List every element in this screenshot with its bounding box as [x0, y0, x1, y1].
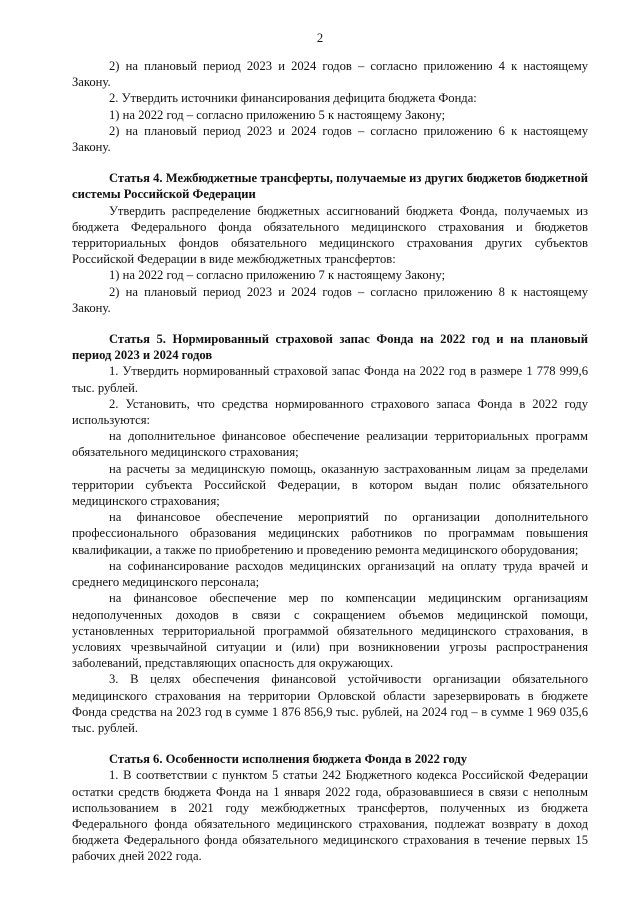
paragraph: на расчеты за медицинскую помощь, оказанную застрахованным лицам за пределами территории субъекта Российской Федерации, в котором выдан полис обязательного медицинского страхования; [72, 461, 588, 509]
paragraph: 1) на 2022 год – согласно приложению 5 к настоящему Закону; [109, 107, 446, 122]
paragraph: 2) на плановый период 2023 и 2024 годов – согласно приложению 8 к настоящему Закону. [72, 284, 588, 315]
article-heading: Статья 6. Особенности исполнения бюджета Фонда в 2022 году [109, 752, 468, 767]
section-gap [72, 316, 588, 331]
paragraph: на софинансирование расходов медицинских организаций на оплату труда врачей и среднего медицинского персонала; [72, 558, 588, 590]
article-heading: Статья 5. Нормированный страховой запас Фонда на 2022 год и на плановый период 2023 и 2024 годов [72, 332, 588, 363]
document-body [72, 58, 588, 865]
paragraph: 1. В соответствии с пунктом 5 статьи 242 Бюджетного кодекса Российской Федерации остатки средств бюджета Фонда на 1 января 2022 года, образовавшиеся в связи с неполным использованием в 2021 году межбюджетных трансфертов, полученных из бюджета Федерального фонда обязательного медицинского страхования, подлежат возврату в доход бюджета Федерального фонда обязательного медицинского страхования в течение первых 15 рабочих дней 2022 года. [72, 768, 588, 864]
paragraph: 1) на 2022 год – согласно приложению 7 к настоящему Закону; [109, 268, 446, 283]
paragraph: 1. Утвердить нормированный страховой запас Фонда на 2022 год в размере 1 778 999,6 тыс. рублей. [72, 364, 588, 395]
paragraph: 2. Установить, что средства нормированного страхового запаса Фонда в 2022 году используются: [72, 396, 588, 428]
paragraph: 3. В целях обеспечения финансовой устойчивости организации обязательного медицинского страхования на территории Орловской области зарезервировать в бюджете Фонда средства на 2023 год в сумме 1 876 856,9 тыс. рублей, на 2024 год – в сумме 1 969 035,6 тыс. рублей. [72, 672, 588, 735]
paragraph: на финансовое обеспечение мероприятий по организации дополнительного профессионального образования медицинских работников по программам повышения квалификации, а также по приобретению и проведению ремонта медицинского оборудования; [72, 510, 588, 557]
paragraph: 2) на плановый период 2023 и 2024 годов – согласно приложению 6 к настоящему Закону. [72, 123, 588, 155]
paragraph: на дополнительное финансовое обеспечение реализации территориальных программ обязательного медицинского страхования; [72, 429, 588, 460]
paragraph: Утвердить распределение бюджетных ассигнований бюджета Фонда, получаемых из бюджета Федерального фонда обязательного медицинского страхования и бюджетов территориальных фондов обязательного медицинского страхования других субъектов Российской Федерации в виде межбюджетных трансфертов: [72, 203, 588, 267]
section-gap [72, 736, 588, 751]
page-number: 2 [316, 31, 324, 45]
section-gap [72, 155, 588, 170]
paragraph: 2) на плановый период 2023 и 2024 годов – согласно приложению 4 к настоящему Закону. [72, 59, 588, 90]
paragraph: 2. Утвердить источники финансирования дефицита бюджета Фонда: [109, 91, 477, 106]
paragraph: на финансовое обеспечение мер по компенсации медицинским организациям недополученных доходов в связи с сокращением объемов медицинской помощи, установленных территориальной программой обязательного медицинского страхования, в условиях чрезвычайной ситуации и (или) при возникновении угрозы распространения заболеваний, представляющих опасность для окружающих. [72, 591, 588, 671]
article-heading: Статья 4. Межбюджетные трансферты, получаемые из других бюджетов бюджетной системы Российской Федерации [72, 171, 588, 202]
